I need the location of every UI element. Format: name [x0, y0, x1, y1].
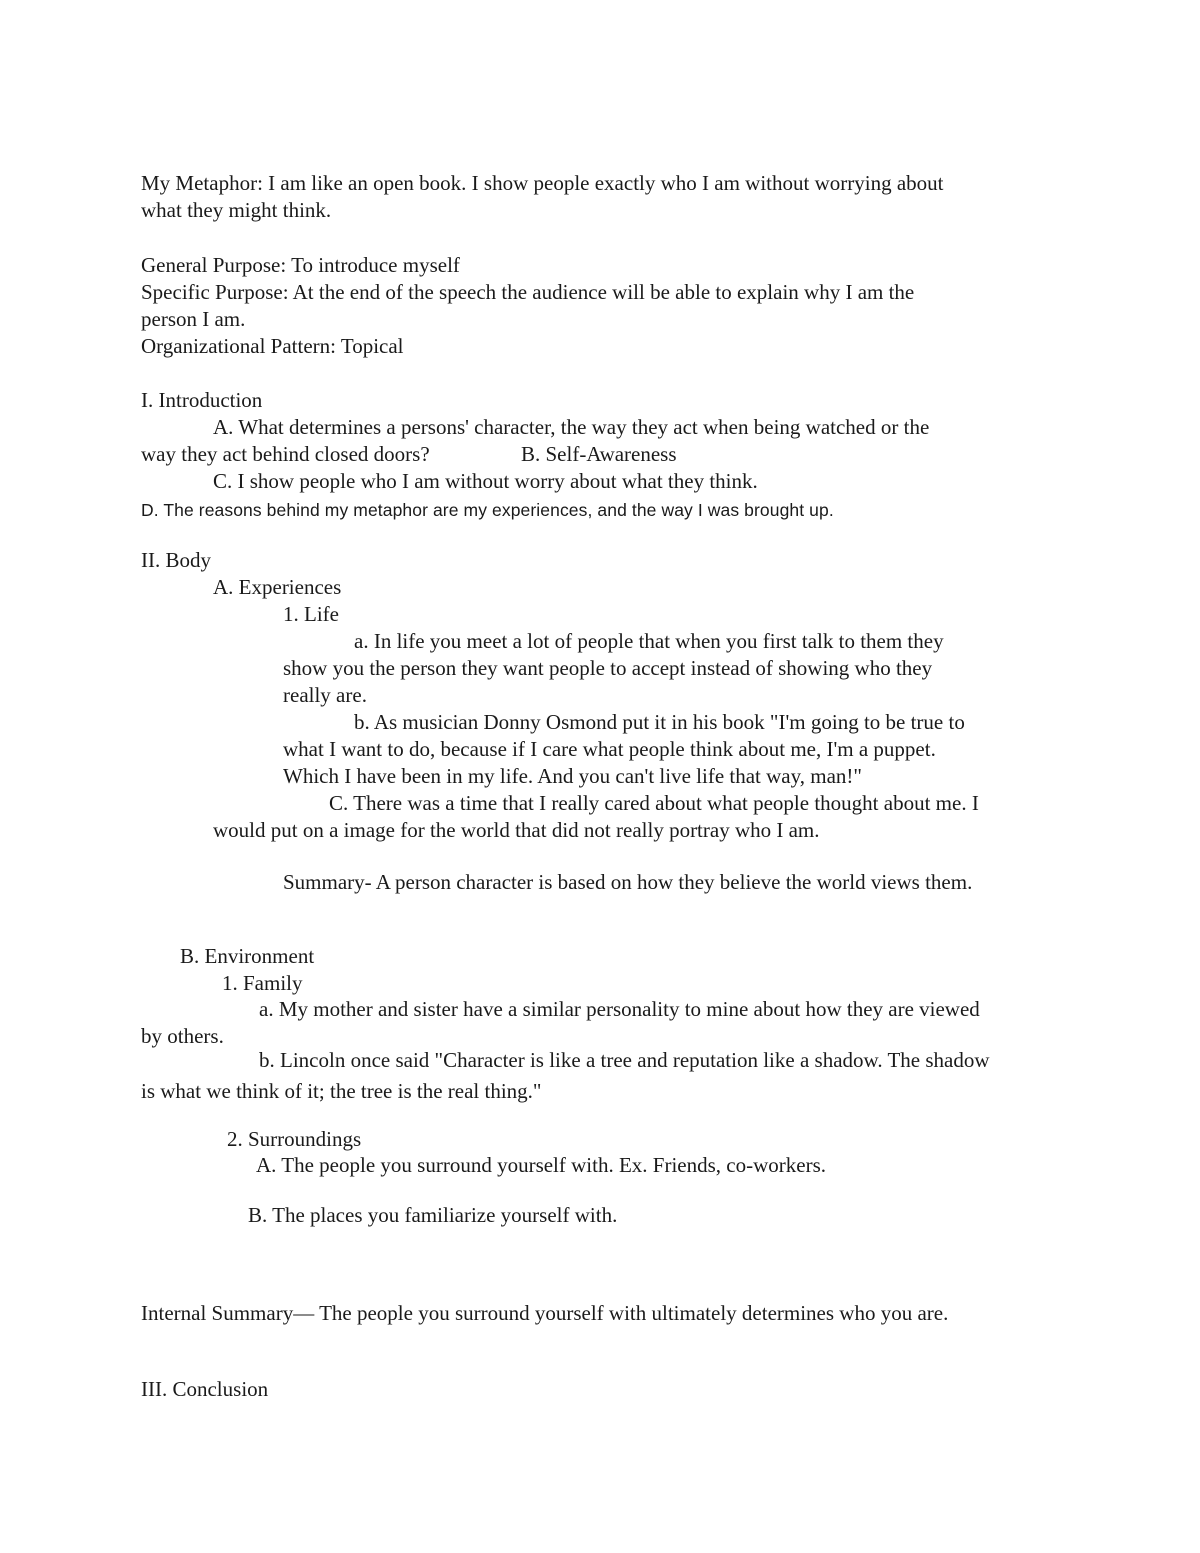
life-b-line-1: b. As musician Donny Osmond put it in his book "I'm going to be true to [354, 710, 965, 734]
introduction-d: D. The reasons behind my metaphor are my experiences, and the way I was brought up. [141, 500, 834, 520]
surroundings-b: B. The places you familiarize yourself with. [248, 1203, 618, 1227]
family-b-line-2: is what we think of it; the tree is the real thing." [141, 1079, 542, 1103]
life-b-line-3: Which I have been in my life. And you can't live life that way, man!" [283, 764, 862, 788]
life-a-line-3: really are. [283, 683, 367, 707]
internal-summary: Internal Summary— The people you surround yourself with ultimately determines who you are. [141, 1301, 949, 1325]
body-b-heading: B. Environment [180, 944, 315, 968]
introduction-c: C. I show people who I am without worry about what they think. [213, 469, 758, 493]
metaphor-line-2: what they might think. [141, 198, 332, 222]
introduction-b: B. Self-Awareness [521, 442, 677, 466]
metaphor-line-1: My Metaphor: I am like an open book. I show people exactly who I am without worrying about [141, 171, 944, 195]
surroundings-a: A. The people you surround yourself with. Ex. Friends, co-workers. [256, 1153, 827, 1177]
family-b-line-1: b. Lincoln once said "Character is like a tree and reputation like a shadow. The shadow [259, 1048, 990, 1072]
introduction-a-line-2: way they act behind closed doors? [141, 442, 430, 466]
life-heading: 1. Life [283, 602, 339, 626]
specific-purpose-line-2: person I am. [141, 307, 246, 331]
general-purpose: General Purpose: To introduce myself [141, 253, 460, 277]
experiences-c-line-1: C. There was a time that I really cared about what people thought about me. I [329, 791, 979, 815]
family-a-line-1: a. My mother and sister have a similar personality to mine about how they are viewed [259, 997, 980, 1021]
life-b-line-2: what I want to do, because if I care what people think about me, I'm a puppet. [283, 737, 936, 761]
life-a-line-1: a. In life you meet a lot of people that when you first talk to them they [354, 629, 944, 653]
family-a-line-2: by others. [141, 1024, 224, 1048]
life-a-line-2: show you the person they want people to accept instead of showing who they [283, 656, 933, 680]
experiences-c-line-2: would put on a image for the world that did not really portray who I am. [213, 818, 820, 842]
experiences-summary: Summary- A person character is based on how they believe the world views them. [283, 870, 973, 894]
organizational-pattern: Organizational Pattern: Topical [141, 334, 404, 358]
surroundings-heading: 2. Surroundings [227, 1127, 362, 1151]
body-a-heading: A. Experiences [213, 575, 342, 599]
family-heading: 1. Family [222, 971, 303, 995]
introduction-heading: I. Introduction [141, 388, 263, 412]
conclusion-heading: III. Conclusion [141, 1377, 269, 1401]
introduction-a-line-1: A. What determines a persons' character, the way they act when being watched or the [213, 415, 930, 439]
body-heading: II. Body [141, 548, 211, 572]
specific-purpose-line-1: Specific Purpose: At the end of the speech the audience will be able to explain why I am the [141, 280, 915, 304]
